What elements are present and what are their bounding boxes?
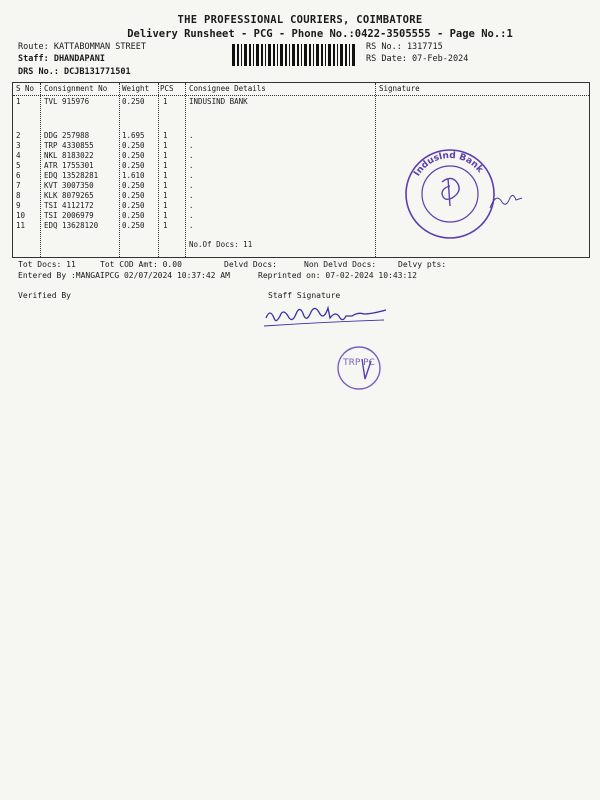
row-sno: 8 bbox=[16, 191, 21, 200]
col-divider bbox=[158, 83, 159, 257]
row-sno: 7 bbox=[16, 181, 21, 190]
row-sno: 2 bbox=[16, 131, 21, 140]
header-pcs: PCS bbox=[160, 84, 174, 93]
svg-text:Induslnd Bank: Induslnd Bank bbox=[412, 150, 485, 179]
office-stamp bbox=[336, 345, 382, 391]
col-divider bbox=[185, 83, 186, 257]
row-consignment-no: TVL 915976 bbox=[44, 97, 90, 106]
receiver-signature bbox=[488, 188, 524, 216]
header-signature: Signature bbox=[379, 84, 420, 93]
barcode bbox=[232, 44, 358, 66]
rs-no-label: RS No.: 1317715 bbox=[366, 42, 443, 52]
row-weight: 0.250 bbox=[122, 201, 145, 210]
drs-label: DRS No.: DCJB131771501 bbox=[18, 67, 131, 77]
row-weight: 0.250 bbox=[122, 151, 145, 160]
row-consignment-no: KLK 8079265 bbox=[44, 191, 94, 200]
row-weight: 0.250 bbox=[122, 211, 145, 220]
row-sno: 1 bbox=[16, 97, 21, 106]
row-consignment-no: EDQ 13628120 bbox=[44, 221, 99, 230]
tot-cod: Tot COD Amt: 0.00 bbox=[100, 260, 182, 269]
header-sno: S No bbox=[16, 84, 35, 93]
delvd-docs: Delvd Docs: bbox=[224, 260, 277, 269]
entered-by: Entered By :MANGAIPCG 02/07/2024 10:37:42 AM bbox=[18, 271, 230, 280]
header-weight: Weight bbox=[122, 84, 150, 93]
barcode-bar bbox=[268, 44, 271, 66]
row-consignment-no: TSI 4112172 bbox=[44, 201, 94, 210]
barcode-bar bbox=[265, 44, 266, 66]
row-consignee-details: . bbox=[189, 171, 194, 180]
barcode-bar bbox=[349, 44, 350, 66]
barcode-bar bbox=[285, 44, 287, 66]
non-delvd-docs: Non Delvd Docs: bbox=[304, 260, 377, 269]
row-weight: 0.250 bbox=[122, 141, 145, 150]
barcode-bar bbox=[273, 44, 275, 66]
header-consignment: Consignment No bbox=[44, 84, 108, 93]
table-header-divider bbox=[13, 95, 589, 96]
company-title: THE PROFESSIONAL COURIERS, COIMBATORE bbox=[177, 14, 423, 26]
barcode-bar bbox=[237, 44, 239, 66]
row-pcs: 1 bbox=[163, 201, 168, 210]
row-consignee-details: . bbox=[189, 161, 194, 170]
row-weight: 1.610 bbox=[122, 171, 145, 180]
barcode-bar bbox=[232, 44, 235, 66]
row-pcs: 1 bbox=[163, 161, 168, 170]
barcode-bar bbox=[301, 44, 302, 66]
col-divider bbox=[119, 83, 120, 257]
header-consignee: Consignee Details bbox=[189, 84, 266, 93]
row-weight: 0.250 bbox=[122, 161, 145, 170]
row-consignee-details: . bbox=[189, 221, 194, 230]
barcode-bar bbox=[289, 44, 290, 66]
row-pcs: 1 bbox=[163, 171, 168, 180]
barcode-bar bbox=[328, 44, 331, 66]
barcode-bar bbox=[333, 44, 335, 66]
row-pcs: 1 bbox=[163, 151, 168, 160]
row-pcs: 1 bbox=[163, 181, 168, 190]
row-sno: 4 bbox=[16, 151, 21, 160]
row-pcs: 1 bbox=[163, 141, 168, 150]
barcode-bar bbox=[345, 44, 347, 66]
row-weight: 1.695 bbox=[122, 131, 145, 140]
barcode-bar bbox=[261, 44, 263, 66]
barcode-bar bbox=[277, 44, 278, 66]
tot-docs: Tot Docs: 11 bbox=[18, 260, 76, 269]
staff-label: Staff: DHANDAPANI bbox=[18, 54, 105, 64]
barcode-bar bbox=[316, 44, 319, 66]
row-pcs: 1 bbox=[163, 97, 168, 106]
staff-signature bbox=[262, 300, 407, 332]
row-consignee-details: . bbox=[189, 151, 194, 160]
row-weight: 0.250 bbox=[122, 97, 145, 106]
reprinted-on: Reprinted on: 07-02-2024 10:43:12 bbox=[258, 271, 417, 280]
row-consignment-no: KVT 3007350 bbox=[44, 181, 94, 190]
row-pcs: 1 bbox=[163, 221, 168, 230]
row-pcs: 1 bbox=[163, 211, 168, 220]
row-sno: 3 bbox=[16, 141, 21, 150]
barcode-bar bbox=[297, 44, 299, 66]
row-pcs: 1 bbox=[163, 131, 168, 140]
consignment-table bbox=[12, 82, 590, 258]
row-consignment-no: DDG 257988 bbox=[44, 131, 90, 140]
row-weight: 0.250 bbox=[122, 191, 145, 200]
row-sno: 5 bbox=[16, 161, 21, 170]
barcode-bar bbox=[256, 44, 259, 66]
bank-stamp bbox=[404, 148, 496, 240]
barcode-bar bbox=[244, 44, 247, 66]
row-consignment-no: NKL 8183022 bbox=[44, 151, 94, 160]
row-sno: 10 bbox=[16, 211, 26, 220]
barcode-bar bbox=[309, 44, 311, 66]
row-weight: 0.250 bbox=[122, 221, 145, 230]
row-consignee-details: . bbox=[189, 181, 194, 190]
barcode-bar bbox=[292, 44, 295, 66]
col-divider bbox=[40, 83, 41, 257]
staff-signature-label: Staff Signature bbox=[268, 291, 341, 300]
runsheet-title: Delivery Runsheet - PCG - Phone No.:0422-3505555 - Page No.:1 bbox=[127, 28, 513, 40]
row-consignee-details: . bbox=[189, 141, 194, 150]
barcode-bar bbox=[340, 44, 343, 66]
row-sno: 9 bbox=[16, 201, 21, 210]
verified-by: Verified By bbox=[18, 291, 71, 300]
row-consignee-details: . bbox=[189, 201, 194, 210]
row-consignment-no: TRP 4330855 bbox=[44, 141, 94, 150]
delvy-pts: Delvy pts: bbox=[398, 260, 447, 269]
svg-text:TRP PC: TRP PC bbox=[343, 358, 375, 368]
row-consignment-no: TSI 2006979 bbox=[44, 211, 94, 220]
row-sno: 6 bbox=[16, 171, 21, 180]
barcode-bar bbox=[253, 44, 254, 66]
barcode-bar bbox=[249, 44, 251, 66]
barcode-bar bbox=[325, 44, 326, 66]
barcode-bar bbox=[352, 44, 355, 66]
route-label: Route: KATTABOMMAN STREET bbox=[18, 42, 146, 52]
barcode-bar bbox=[241, 44, 242, 66]
rs-date-label: RS Date: 07-Feb-2024 bbox=[366, 54, 469, 64]
row-consignment-no: EDQ 13528281 bbox=[44, 171, 99, 180]
row-sno: 11 bbox=[16, 221, 26, 230]
row-consignment-no: ATR 1755301 bbox=[44, 161, 94, 170]
no-of-docs: No.Of Docs: 11 bbox=[189, 240, 253, 249]
col-divider bbox=[375, 83, 376, 257]
barcode-bar bbox=[337, 44, 338, 66]
barcode-bar bbox=[304, 44, 307, 66]
row-weight: 0.250 bbox=[122, 181, 145, 190]
row-consignee-details: INDUSIND BANK bbox=[189, 97, 248, 106]
barcode-bar bbox=[321, 44, 323, 66]
row-consignee-details: . bbox=[189, 131, 194, 140]
row-pcs: 1 bbox=[163, 191, 168, 200]
row-consignee-details: . bbox=[189, 191, 194, 200]
barcode-bar bbox=[280, 44, 283, 66]
barcode-bar bbox=[313, 44, 314, 66]
row-consignee-details: . bbox=[189, 211, 194, 220]
